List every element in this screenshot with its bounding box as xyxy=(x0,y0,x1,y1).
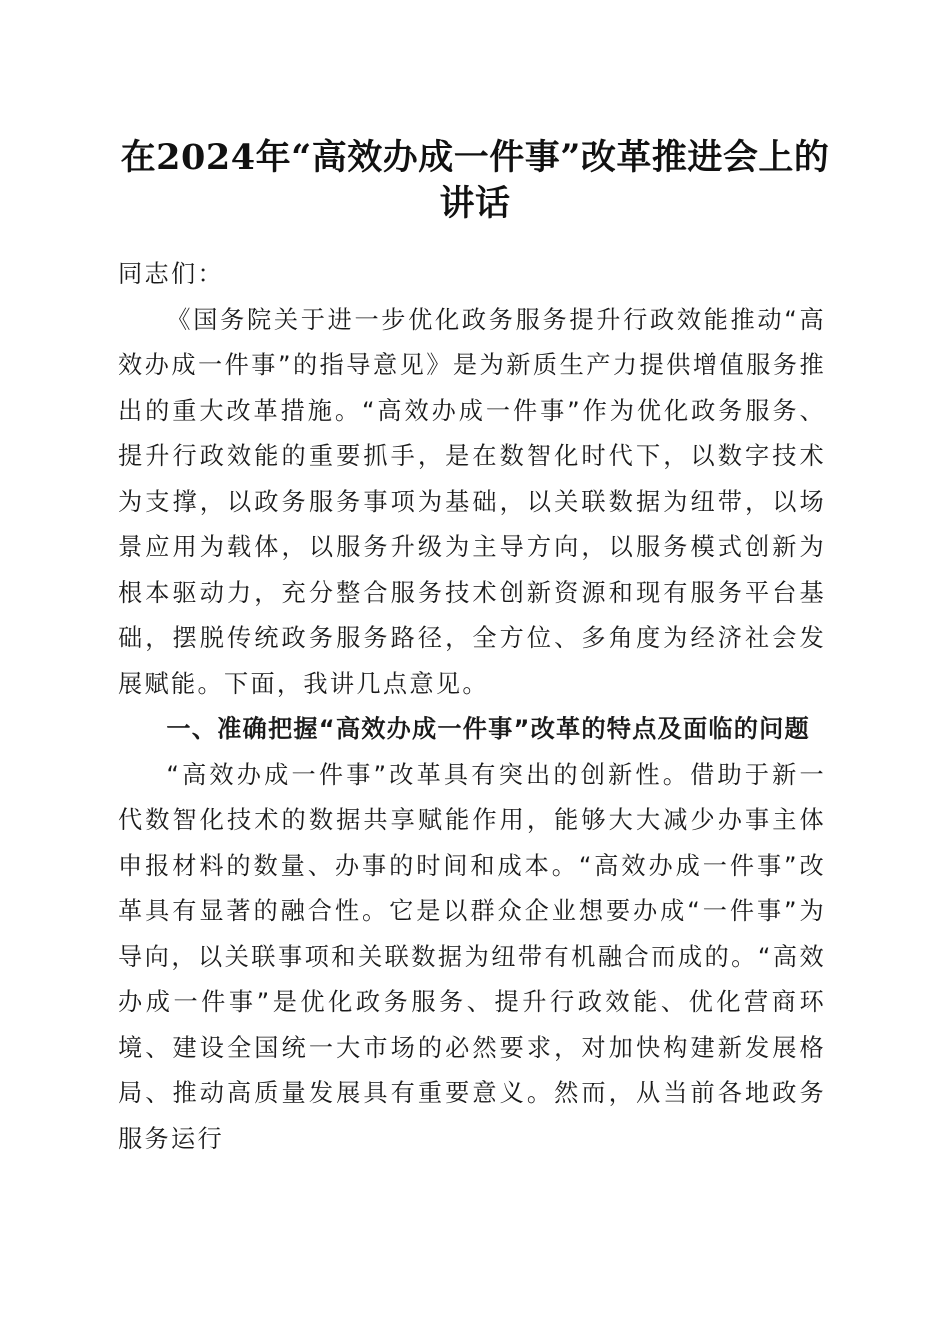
document-body xyxy=(118,252,826,1162)
section-paragraph: “高效办成一件事”改革具有突出的创新性。借助于新一代数智化技术的数据共享赋能作用，能够大大减少办事主体申报材料的数量、办事的时间和成本。“高效办成一件事”改革具有显著的融合性。它是以群众企业想要办成“一件事”为导向，以关联事项和关联数据为纽带有机融合而成的。“高效办成一件事”是优化政务服务、提升行政效能、优化营商环境、建设全国统一大市场的必然要求，对加快构建新发展格局、推动高质量发展具有重要意义。然而，从当前各地政务服务运行 xyxy=(118,760,826,1153)
section-heading: 一、准确把握“高效办成一件事”改革的特点及面临的问题 xyxy=(166,715,810,743)
salutation: 同志们： xyxy=(118,260,224,288)
intro-paragraph: 《国务院关于进一步优化政务服务提升行政效能推动“高效办成一件事”的指导意见》是为新质生产力提供增值服务推出的重大改革措施。“高效办成一件事”作为优化政务服务、提升行政效能的重要抓手，是在数智化时代下，以数字技术为支撑，以政务服务事项为基础，以关联数据为纽带，以场景应用为载体，以服务升级为主导方向，以服务模式创新为根本驱动力，充分整合服务技术创新资源和现有服务平台基础，摆脱传统政务服务路径，全方位、多角度为经济社会发展赋能。下面，我讲几点意见。 xyxy=(118,305,826,698)
document-title: 在2024年“高效办成一件事”改革推进会上的讲话 xyxy=(120,137,830,224)
